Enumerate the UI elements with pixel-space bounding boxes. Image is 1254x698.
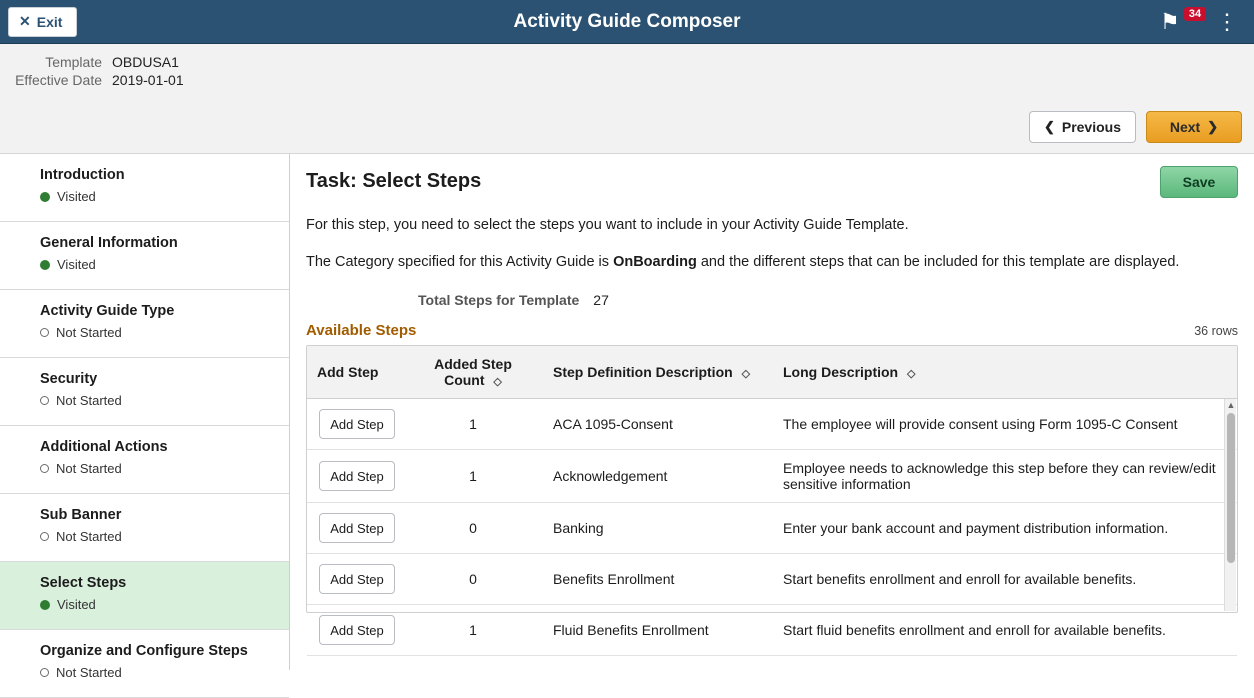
cell-add-step	[307, 503, 403, 554]
status-dot-icon	[40, 532, 49, 541]
cell-add-step	[307, 554, 403, 605]
exit-button-label: Exit	[36, 13, 63, 30]
sidebar-item-status-label: Not Started	[56, 325, 122, 340]
total-steps-label: Total Steps for Template	[418, 292, 580, 309]
add-step-button[interactable]	[319, 409, 395, 439]
scroll-thumb[interactable]	[1227, 413, 1235, 563]
previous-button[interactable]	[1029, 111, 1136, 143]
cell-add-step	[307, 399, 403, 450]
cell-step-definition: Fluid Benefits Enrollment	[543, 605, 773, 656]
effective-date-label: Effective Date	[15, 72, 102, 88]
header-actions	[1160, 7, 1254, 37]
cell-long-description: Start fluid benefits enrollment and enroll for available benefits.	[773, 605, 1237, 656]
add-step-button-label: Add Step	[330, 571, 384, 587]
sidebar-item-status-label: Not Started	[56, 461, 122, 476]
column-header-step-definition-description[interactable]	[543, 346, 773, 399]
cell-added-step-count: 0	[403, 503, 543, 554]
add-step-button-label: Add Step	[330, 416, 384, 432]
next-button[interactable]	[1146, 111, 1242, 143]
exit-button[interactable]	[8, 7, 77, 37]
sidebar-item-status-label: Not Started	[56, 665, 122, 680]
status-dot-icon	[40, 464, 49, 473]
add-step-button[interactable]	[319, 564, 395, 594]
paragraph-2-suffix: and the different steps that can be included for this template are displayed.	[696, 253, 1180, 270]
sidebar-item-status	[40, 529, 277, 544]
add-step-button[interactable]	[319, 615, 395, 645]
sort-icon[interactable]: ◇	[907, 368, 916, 381]
sidebar-item-label: Organize and Configure Steps	[40, 643, 248, 659]
rows-count-label: 36 rows	[1194, 324, 1238, 339]
save-button-label: Save	[1182, 174, 1216, 190]
wizard-nav-buttons	[1029, 111, 1242, 143]
status-dot-icon	[40, 668, 49, 677]
cell-add-step	[307, 605, 403, 656]
sidebar-item-label: Introduction	[40, 167, 125, 183]
column-header-label: Step Definition Description	[553, 364, 733, 381]
sidebar-item-security[interactable]	[0, 358, 289, 426]
table-scrollbar[interactable]	[1224, 399, 1236, 611]
instruction-paragraph-1: For this step, you need to select the steps you want to include in your Activity Guide Template.	[306, 217, 909, 233]
available-steps-header	[306, 322, 1238, 339]
column-header-label: Long Description	[783, 364, 899, 381]
add-step-button-label: Add Step	[330, 520, 384, 536]
column-header-added-step-count[interactable]	[403, 346, 543, 399]
cell-add-step	[307, 450, 403, 503]
scroll-up-icon[interactable]: ▲	[1226, 400, 1236, 411]
sidebar-item-status	[40, 597, 277, 612]
sidebar-item-introduction[interactable]	[0, 154, 289, 222]
total-steps-row	[306, 292, 1238, 308]
cell-added-step-count: 1	[403, 605, 543, 656]
template-label: Template	[45, 54, 102, 70]
sidebar-item-additional-actions[interactable]	[0, 426, 289, 494]
sort-icon[interactable]: ◇	[493, 376, 502, 389]
sidebar-item-label: Additional Actions	[40, 439, 168, 455]
cell-step-definition: Banking	[543, 503, 773, 554]
task-title: Task: Select Steps	[306, 170, 482, 192]
notifications-button[interactable]	[1160, 7, 1206, 37]
wizard-sidebar	[0, 154, 290, 680]
instruction-paragraph-2	[306, 252, 1238, 273]
table-header-row	[307, 346, 1237, 399]
sidebar-item-select-steps[interactable]	[0, 562, 289, 630]
cell-long-description: Start benefits enrollment and enroll for available benefits.	[773, 554, 1237, 605]
cell-added-step-count: 0	[403, 554, 543, 605]
sidebar-item-status	[40, 393, 277, 408]
cell-step-definition: Acknowledgement	[543, 450, 773, 503]
page-title: Activity Guide Composer	[513, 10, 741, 32]
add-step-button-label: Add Step	[330, 468, 384, 484]
close-icon: ✕	[19, 13, 31, 29]
sidebar-item-label: Activity Guide Type	[40, 303, 175, 319]
sidebar-item-status	[40, 257, 277, 272]
add-step-button[interactable]	[319, 513, 395, 543]
template-value: OBDUSA1	[112, 54, 179, 70]
category-name: OnBoarding	[613, 253, 697, 270]
status-dot-icon	[40, 396, 49, 405]
status-dot-icon	[40, 260, 50, 270]
sidebar-item-status-label: Visited	[57, 189, 96, 204]
sidebar-item-sub-banner[interactable]	[0, 494, 289, 562]
sidebar-item-general-information[interactable]	[0, 222, 289, 290]
cell-step-definition: ACA 1095-Consent	[543, 399, 773, 450]
sidebar-item-status-label: Visited	[57, 597, 96, 612]
effective-date-row	[0, 72, 1254, 88]
column-header-label: Added Step Count	[434, 356, 512, 389]
add-step-button[interactable]	[319, 461, 395, 491]
paragraph-2-prefix: The Category specified for this Activity Guide is	[306, 253, 614, 270]
table-row	[307, 399, 1237, 450]
total-steps-value: 27	[593, 292, 609, 309]
sidebar-item-label: General Information	[40, 235, 178, 251]
previous-button-label: Previous	[1061, 119, 1121, 135]
template-row	[0, 54, 1254, 70]
column-header-label: Add Step	[317, 364, 379, 381]
cell-added-step-count: 1	[403, 450, 543, 503]
table-row	[307, 503, 1237, 554]
status-dot-icon	[40, 328, 49, 337]
table-row	[307, 605, 1237, 656]
cell-long-description: Enter your bank account and payment distribution information.	[773, 503, 1237, 554]
table-row	[307, 450, 1237, 503]
sidebar-item-label: Select Steps	[40, 575, 127, 591]
sidebar-item-activity-guide-type[interactable]	[0, 290, 289, 358]
sidebar-item-status	[40, 325, 277, 340]
chevron-left-icon: ❮	[1043, 119, 1055, 134]
chevron-right-icon: ❯	[1207, 119, 1219, 134]
cell-step-definition: Benefits Enrollment	[543, 554, 773, 605]
sidebar-item-status	[40, 665, 277, 680]
column-header-add-step	[307, 346, 403, 399]
app-header	[0, 0, 1254, 44]
cell-long-description: Employee needs to acknowledge this step before they can review/edit sensitive information	[773, 450, 1237, 503]
sidebar-item-status-label: Visited	[57, 257, 96, 272]
sidebar-item-status	[40, 189, 277, 204]
notification-count-badge: 34	[1184, 7, 1206, 21]
effective-date-value: 2019-01-01	[112, 72, 184, 88]
available-steps-label: Available Steps	[306, 322, 417, 340]
available-steps-table	[306, 345, 1238, 639]
sidebar-item-label: Sub Banner	[40, 507, 122, 523]
flag-icon: ⚑	[1160, 8, 1180, 34]
column-header-long-description[interactable]	[773, 346, 1237, 399]
sidebar-item-label: Security	[40, 371, 98, 387]
page-body	[0, 154, 1254, 680]
next-button-label: Next	[1169, 119, 1201, 135]
status-dot-icon	[40, 192, 50, 202]
table-row	[307, 554, 1237, 605]
main-content	[290, 154, 1254, 670]
status-dot-icon	[40, 600, 50, 610]
sort-icon[interactable]: ◇	[741, 368, 751, 381]
add-step-button-label: Add Step	[330, 622, 384, 638]
kebab-menu-icon[interactable]: ⋮	[1216, 8, 1238, 34]
sidebar-item-status-label: Not Started	[56, 393, 122, 408]
sidebar-item-status-label: Not Started	[56, 529, 122, 544]
sidebar-item-status	[40, 461, 277, 476]
template-info-bar	[0, 44, 1254, 154]
save-button[interactable]	[1160, 166, 1238, 198]
cell-long-description: The employee will provide consent using Form 1095-C Consent	[773, 399, 1237, 450]
cell-added-step-count: 1	[403, 399, 543, 450]
sidebar-item-organize-and-configure-steps[interactable]	[0, 630, 289, 698]
